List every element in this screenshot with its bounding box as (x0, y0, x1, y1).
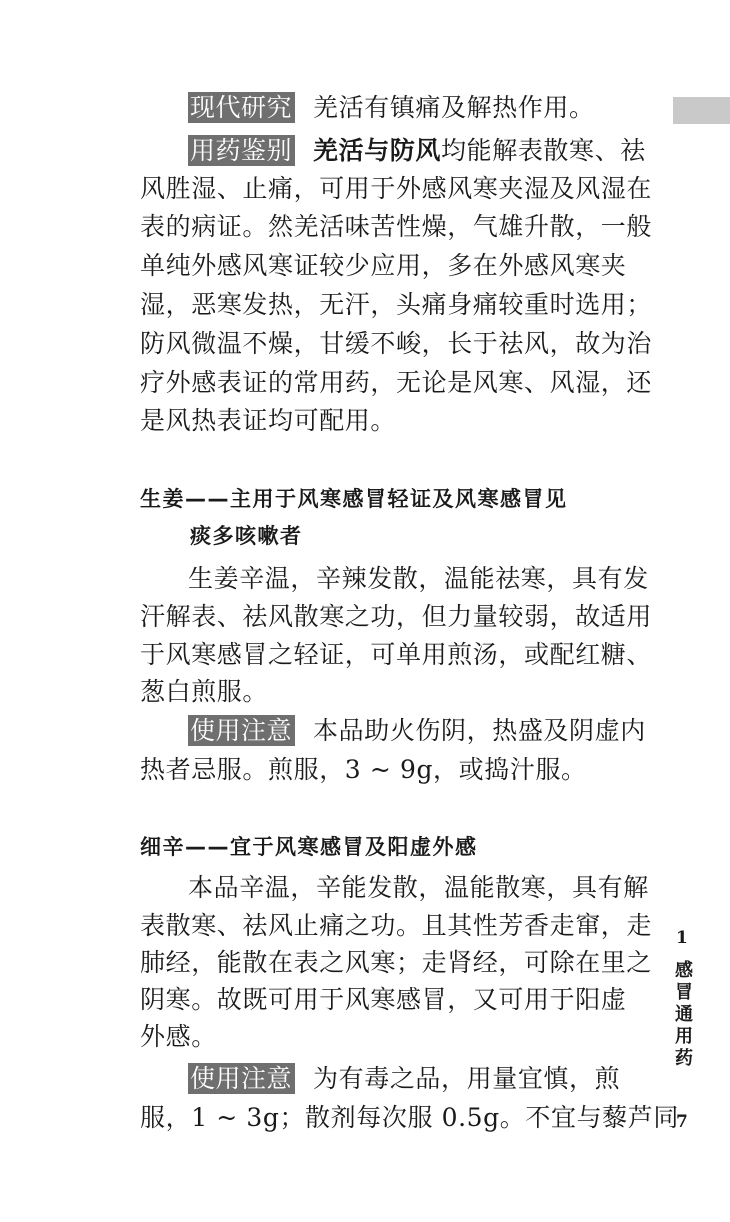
shengjiang-caution-line: 热者忌服。煎服，3 ~ 9g，或捣汁服。 (140, 755, 587, 784)
modern-research-tag: 现代研究 (188, 92, 295, 123)
xixin-body-line: 本品辛温，辛能发散，温能散寒，具有解 (188, 873, 649, 902)
shengjiang-body-line: 汗解表、祛风散寒之功，但力量较弱，故适用 (140, 602, 653, 631)
page-number: 7 (676, 1112, 688, 1132)
xixin-heading: 细辛——宜于风寒感冒及阳虚外感 (140, 835, 478, 859)
differentiation-line: 防风微温不燥，甘缓不峻，长于祛风，故为治 (140, 329, 653, 358)
differentiation-bold-term: 羌活与防风 (313, 136, 442, 165)
differentiation-line: 单纯外感风寒证较少应用，多在外感风寒夹 (140, 251, 627, 280)
shengjiang-heading-cont: 痰多咳嗽者 (190, 524, 303, 548)
differentiation-line: 疗外感表证的常用药，无论是风寒、风湿，还 (140, 368, 653, 397)
xixin-body-line: 表散寒、祛风止痛之功。且其性芳香走窜，走 (140, 911, 653, 940)
shengjiang-caution-text: 本品助火伤阴，热盛及阴虚内 (313, 716, 646, 745)
xixin-body-line: 肺经，能散在表之风寒；走肾经，可除在里之 (140, 948, 653, 977)
shengjiang-body-line: 葱白煎服。 (140, 677, 269, 706)
xixin-caution-tag: 使用注意 (188, 1063, 295, 1094)
chapter-title-vertical: 感冒通用药 (675, 960, 693, 1069)
shengjiang-heading: 生姜——主用于风寒感冒轻证及风寒感冒见 (140, 487, 568, 511)
differentiation-line: 湿，恶寒发热，无汗，头痛身痛较重时选用； (140, 290, 653, 319)
shengjiang-body-line: 于风寒感冒之轻证，可单用煎汤，或配红糖、 (140, 640, 653, 669)
differentiation-line: 表的病证。然羌活味苦性燥，气雄升散，一般 (140, 212, 653, 241)
xixin-caution-line: 服，1 ~ 3g；散剂每次服 0.5g。不宜与藜芦同 (140, 1103, 679, 1132)
xixin-caution-line (188, 1064, 630, 1094)
modern-research-text: 羌活有镇痛及解热作用。 (313, 93, 595, 122)
shengjiang-caution-line (188, 716, 646, 746)
differentiation-first-line (188, 136, 646, 166)
differentiation-line: 风胜湿、止痛，可用于外感风寒夹湿及风湿在 (140, 174, 653, 203)
xixin-body-line: 外感。 (140, 1022, 217, 1051)
shengjiang-body-line: 生姜辛温，辛辣发散，温能祛寒，具有发 (188, 564, 649, 593)
chapter-number: 1 (676, 928, 688, 948)
differentiation-tag: 用药鉴别 (188, 135, 295, 166)
chapter-tab-marker (673, 97, 730, 124)
shengjiang-caution-tag: 使用注意 (188, 715, 295, 746)
differentiation-line: 是风热表证均可配用。 (140, 406, 397, 435)
differentiation-line-text: 均能解表散寒、祛 (441, 136, 646, 165)
xixin-caution-text: 为有毒之品，用量宜慎，煎 (313, 1064, 621, 1093)
xixin-body-line: 阴寒。故既可用于风寒感冒，又可用于阳虚 (140, 985, 627, 1014)
modern-research-line (188, 93, 630, 123)
